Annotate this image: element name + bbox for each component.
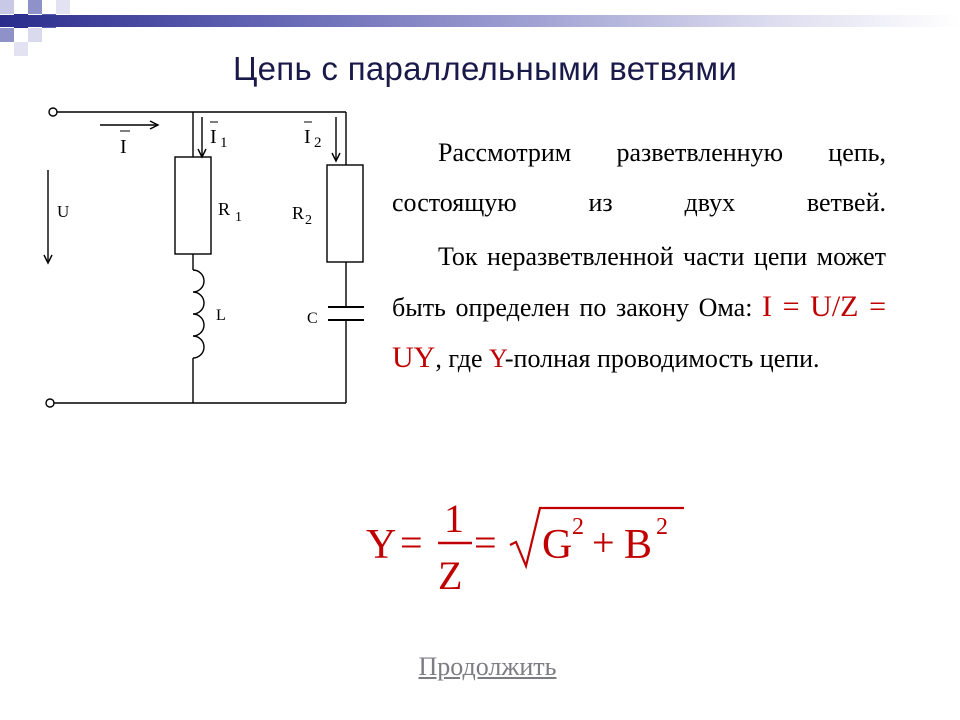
slide-title: Цепь с параллельными ветвями [232,50,738,87]
label-r2: R [292,203,305,223]
label-current-i2-sub: 2 [314,135,322,151]
paragraph-ohm-text-2: , где [435,344,489,373]
paragraph-ohm [392,232,886,384]
formula-g-exp: 2 [572,514,584,540]
formula-b: B [624,522,653,568]
paragraph-ohm-text-1: Ток неразветвленной части цепи может быть определен по закону Ома: [392,242,886,322]
input-terminal-bottom [46,399,54,407]
label-current-total: I [120,136,127,158]
label-capacitor: C [307,310,318,327]
formula-plus: + [592,520,615,565]
formula-numerator: 1 [444,496,464,541]
circuit-diagram [30,95,390,415]
label-inductor: L [216,307,226,324]
formula-equals-2: = [474,520,497,565]
label-r1-sub: 1 [235,210,242,225]
resistor-r1 [175,157,211,254]
admittance-symbol: Y [488,344,505,373]
label-r2-sub: 2 [305,213,312,228]
ohm-law-formula: I = U/Z = UY [392,290,887,374]
formula-b-exp: 2 [656,514,668,540]
label-r1: R [218,199,231,219]
label-voltage: U [57,202,70,221]
input-terminal-top [49,108,57,116]
label-current-i2: I [304,126,311,148]
formula-y: Y [366,522,397,568]
label-current-i1: I [210,126,217,148]
formula-equals-1: = [400,520,423,565]
paragraph-intro: Рассмотрим разветвленную цепь, состоящую из двух ветвей. [392,138,886,217]
header-band [0,15,960,27]
formula-g: G [542,522,573,568]
label-current-i1-sub: 1 [220,135,228,151]
inductor-l [193,270,204,358]
admittance-formula [360,490,690,600]
paragraph-ohm-text-3: -полная проводимость цепи. [504,344,820,373]
formula-denominator: Z [438,553,463,598]
text-block [392,128,886,388]
resistor-r2 [327,165,363,262]
continue-link[interactable]: Продолжить [418,652,557,681]
